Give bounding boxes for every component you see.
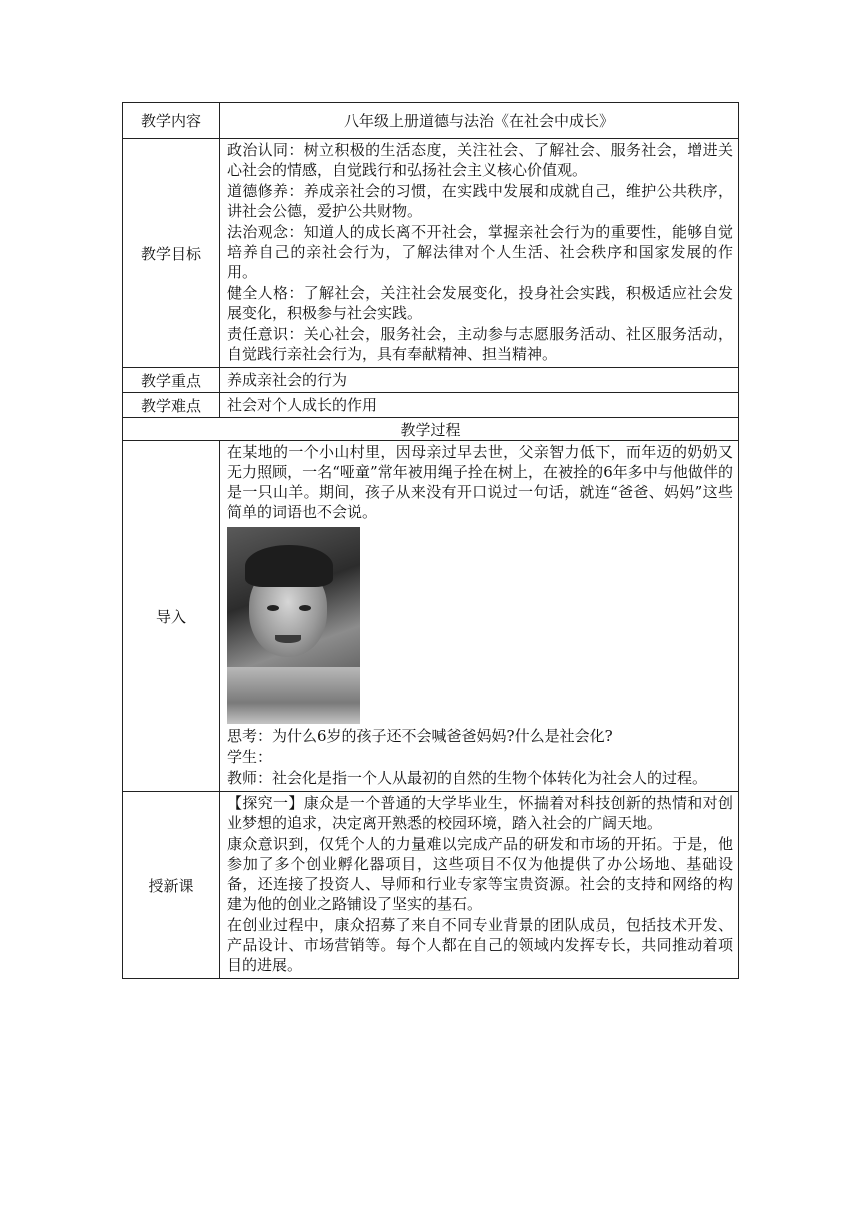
difficulty-row [123,393,739,418]
goals-row [123,139,739,368]
new-lesson-row [123,792,739,979]
process-title: 教学过程 [123,418,739,441]
intro-story: 在某地的一个小山村里，因母亲过早去世，父亲智力低下，而年迈的奶奶又无力照顾，一名“哑童”常年被用绳子拴在树上，在被拴的6年多中与他做伴的是一只山羊。期间，孩子从来没有开口说过一句话，就连“爸爸、妈妈”这些简单的词语也不会说。 [227,443,733,521]
child-photo [227,527,360,724]
goal-item: 法治观念：知道人的成长离不开社会，掌握亲社会行为的重要性，能够自觉培养自己的亲社会行为，了解法律对个人生活、社会秩序和国家发展的作用。 [227,223,733,281]
key-point-row [123,368,739,393]
lesson-paragraph: 【探究一】康众是一个普通的大学毕业生，怀揣着对科技创新的热情和对创业梦想的追求，决定离开熟悉的校园环境，踏入社会的广阔天地。 [227,794,733,832]
lesson-plan-table [122,102,739,979]
goal-item: 道德修养：养成亲社会的习惯，在实践中发展和成就自己，维护公共秩序，讲社会公德，爱护公共财物。 [227,182,733,220]
new-lesson-content [220,792,739,979]
goal-item: 健全人格：了解社会，关注社会发展变化，投身社会实践，积极适应社会发展变化，积极参与社会实践。 [227,284,733,322]
difficulty-label: 教学难点 [123,393,220,418]
key-point-value: 养成亲社会的行为 [220,368,739,393]
process-title-row [123,418,739,441]
content-row [123,103,739,139]
goal-item: 政治认同：树立积极的生活态度，关注社会、了解社会、服务社会，增进关心社会的情感，自觉践行和弘扬社会主义核心价值观。 [227,141,733,179]
lesson-paragraph: 在创业过程中，康众招募了来自不同专业背景的团队成员，包括技术开发、产品设计、市场营销等。每个人都在自己的领域内发挥专长，共同推动着项目的进展。 [227,916,733,974]
teacher-line: 教师：社会化是指一个人从最初的自然的生物个体转化为社会人的过程。 [227,769,708,787]
intro-label: 导入 [123,441,220,792]
intro-row [123,441,739,792]
new-lesson-label: 授新课 [123,792,220,979]
intro-content [220,441,739,792]
goals-content [220,139,739,368]
think-question: 思考：为什么6岁的孩子还不会喊爸爸妈妈?什么是社会化? [227,727,613,745]
goals-label: 教学目标 [123,139,220,368]
content-value: 八年级上册道德与法治《在社会中成长》 [220,103,739,139]
content-label: 教学内容 [123,103,220,139]
goal-item: 责任意识：关心社会，服务社会，主动参与志愿服务活动、社区服务活动，自觉践行亲社会行为，具有奉献精神、担当精神。 [227,325,733,363]
student-line: 学生： [227,748,273,766]
key-point-label: 教学重点 [123,368,220,393]
difficulty-value: 社会对个人成长的作用 [220,393,739,418]
lesson-paragraph: 康众意识到，仅凭个人的力量难以完成产品的研发和市场的开拓。于是，他参加了多个创业孵化器项目，这些项目不仅为他提供了办公场地、基础设备，还连接了投资人、导师和行业专家等宝贵资源。社会的支持和网络的构建为他的创业之路铺设了坚实的基石。 [227,835,733,913]
